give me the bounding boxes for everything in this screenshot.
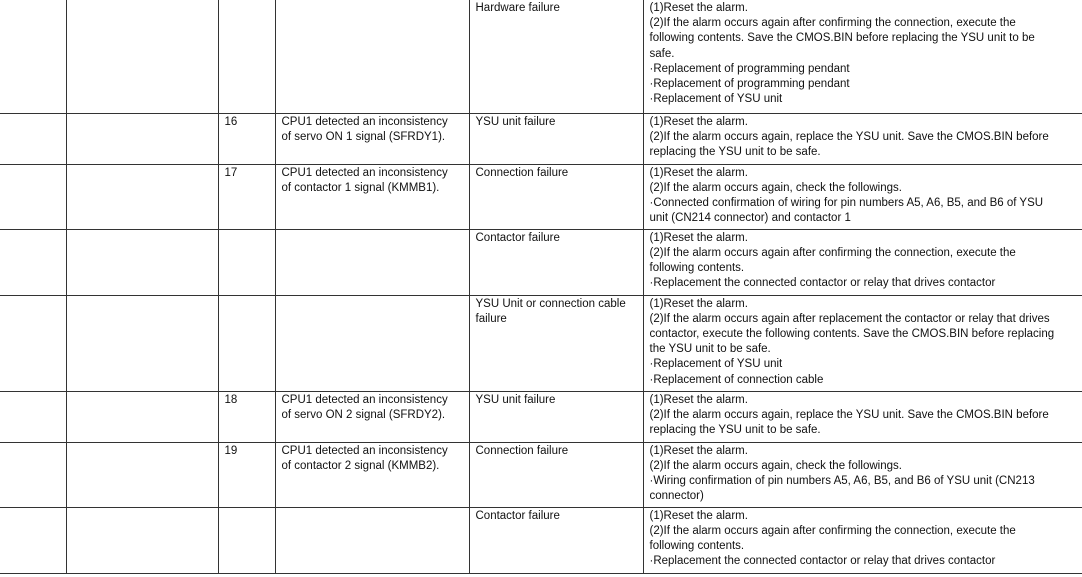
cause-line: failure (475, 312, 507, 325)
blank-cell-b (66, 507, 218, 573)
alarm-code: 17 (224, 166, 238, 179)
remedy-line: (2)If the alarm occurs again, check the followings. (649, 459, 902, 472)
remedy-line: (1)Reset the alarm. (649, 166, 748, 179)
remedy-line: (2)If the alarm occurs again after confirming the connection, execute the (649, 246, 1016, 259)
remedy-line: replacing the YSU unit to be safe. (649, 145, 821, 158)
description-cell (275, 113, 469, 164)
description-line: CPU1 detected an inconsistency (281, 444, 448, 457)
remedy-line: (2)If the alarm occurs again, replace the YSU unit. Save the CMOS.BIN before (649, 408, 1049, 421)
remedy-line: connector) (649, 490, 704, 503)
cause-line: Contactor failure (475, 509, 560, 522)
remedy-line: ·Replacement of programming pendant (649, 62, 850, 75)
remedy-line: ·Replacement of YSU unit (649, 358, 783, 371)
blank-cell-a (0, 164, 66, 229)
remedy-line: ·Replacement of programming pendant (649, 78, 850, 91)
remedy-cell (643, 229, 1082, 295)
blank-cell-a (0, 295, 66, 391)
blank-cell-b (66, 295, 218, 391)
remedy-line: following contents. (649, 261, 745, 274)
code-cell (218, 442, 275, 507)
remedy-line: contactor, execute the following contents. Save the CMOS.BIN before replacing (649, 327, 1055, 340)
cause-line: YSU unit failure (475, 115, 556, 128)
remedy-cell (643, 391, 1082, 442)
cause-cell (469, 113, 643, 164)
cause-line: Contactor failure (475, 231, 560, 244)
description-cell (275, 229, 469, 295)
cause-cell (469, 391, 643, 442)
blank-cell-a (0, 442, 66, 507)
cause-line: YSU unit failure (475, 393, 556, 406)
description-cell (275, 295, 469, 391)
remedy-line: (1)Reset the alarm. (649, 444, 748, 457)
alarm-code: 16 (224, 115, 238, 128)
blank-cell-a (0, 507, 66, 573)
blank-cell-a (0, 391, 66, 442)
cause-cell (469, 295, 643, 391)
blank-cell-a (0, 0, 66, 113)
table-row (0, 164, 1082, 229)
description-cell (275, 442, 469, 507)
table-row (0, 391, 1082, 442)
remedy-line: replacing the YSU unit to be safe. (649, 423, 821, 436)
remedy-line: ·Connected confirmation of wiring for pin numbers A5, A6, B5, and B6 of YSU (649, 196, 1044, 209)
remedy-line: (1)Reset the alarm. (649, 297, 748, 310)
remedy-cell (643, 113, 1082, 164)
blank-cell-a (0, 229, 66, 295)
alarm-code: 19 (224, 444, 238, 457)
cause-line: Hardware failure (475, 2, 560, 14)
table-row (0, 507, 1082, 573)
blank-cell-b (66, 164, 218, 229)
remedy-line: (1)Reset the alarm. (649, 393, 748, 406)
remedy-line: safe. (649, 47, 675, 60)
description-cell (275, 0, 469, 113)
cause-cell (469, 229, 643, 295)
remedy-cell (643, 164, 1082, 229)
description-line: CPU1 detected an inconsistency (281, 166, 448, 179)
description-cell (275, 164, 469, 229)
description-line: CPU1 detected an inconsistency (281, 115, 448, 128)
remedy-line: (2)If the alarm occurs again, replace the YSU unit. Save the CMOS.BIN before (649, 130, 1049, 143)
remedy-line: (2)If the alarm occurs again after replacement the contactor or relay that drives (649, 312, 1050, 325)
remedy-line: (2)If the alarm occurs again after confirming the connection, execute the (649, 17, 1016, 30)
blank-cell-b (66, 391, 218, 442)
remedy-line: following contents. Save the CMOS.BIN before replacing the YSU unit to be (649, 32, 1035, 45)
remedy-line: ·Wiring confirmation of pin numbers A5, A6, B5, and B6 of YSU unit (CN213 (649, 474, 1035, 487)
cause-line: YSU Unit or connection cable (475, 297, 626, 310)
blank-cell-b (66, 229, 218, 295)
cause-cell (469, 164, 643, 229)
remedy-cell (643, 442, 1082, 507)
description-line: of servo ON 2 signal (SFRDY2). (281, 408, 446, 421)
table-row (0, 442, 1082, 507)
remedy-line: ·Replacement of YSU unit (649, 93, 783, 106)
blank-cell-b (66, 442, 218, 507)
remedy-line: ·Replacement the connected contactor or relay that drives contactor (649, 277, 996, 290)
remedy-cell (643, 507, 1082, 573)
remedy-line: (1)Reset the alarm. (649, 2, 748, 14)
description-line: of contactor 1 signal (KMMB1). (281, 181, 440, 194)
cause-line: Connection failure (475, 166, 569, 179)
remedy-line: (2)If the alarm occurs again, check the followings. (649, 181, 902, 194)
remedy-line: (2)If the alarm occurs again after confirming the connection, execute the (649, 524, 1016, 537)
blank-cell-b (66, 113, 218, 164)
code-cell (218, 229, 275, 295)
table-row (0, 229, 1082, 295)
remedy-line: (1)Reset the alarm. (649, 115, 748, 128)
description-line: of contactor 2 signal (KMMB2). (281, 459, 440, 472)
remedy-line: unit (CN214 connector) and contactor 1 (649, 212, 851, 225)
code-cell (218, 295, 275, 391)
blank-cell-a (0, 113, 66, 164)
code-cell (218, 0, 275, 113)
table-row (0, 295, 1082, 391)
table-row (0, 113, 1082, 164)
description-line: of servo ON 1 signal (SFRDY1). (281, 130, 446, 143)
remedy-line: following contents. (649, 539, 745, 552)
table-row (0, 0, 1082, 113)
remedy-line: (1)Reset the alarm. (649, 231, 748, 244)
remedy-line: ·Replacement the connected contactor or relay that drives contactor (649, 555, 996, 568)
remedy-cell (643, 295, 1082, 391)
description-cell (275, 507, 469, 573)
code-cell (218, 164, 275, 229)
cause-cell (469, 442, 643, 507)
cause-cell (469, 507, 643, 573)
cause-line: Connection failure (475, 444, 569, 457)
alarm-code: 18 (224, 393, 238, 406)
description-cell (275, 391, 469, 442)
code-cell (218, 391, 275, 442)
remedy-line: ·Replacement of connection cable (649, 373, 824, 386)
code-cell (218, 507, 275, 573)
description-line: CPU1 detected an inconsistency (281, 393, 448, 406)
code-cell (218, 113, 275, 164)
remedy-line: (1)Reset the alarm. (649, 509, 748, 522)
cause-cell (469, 0, 643, 113)
remedy-line: the YSU unit to be safe. (649, 343, 771, 356)
blank-cell-b (66, 0, 218, 113)
remedy-cell (643, 0, 1082, 113)
